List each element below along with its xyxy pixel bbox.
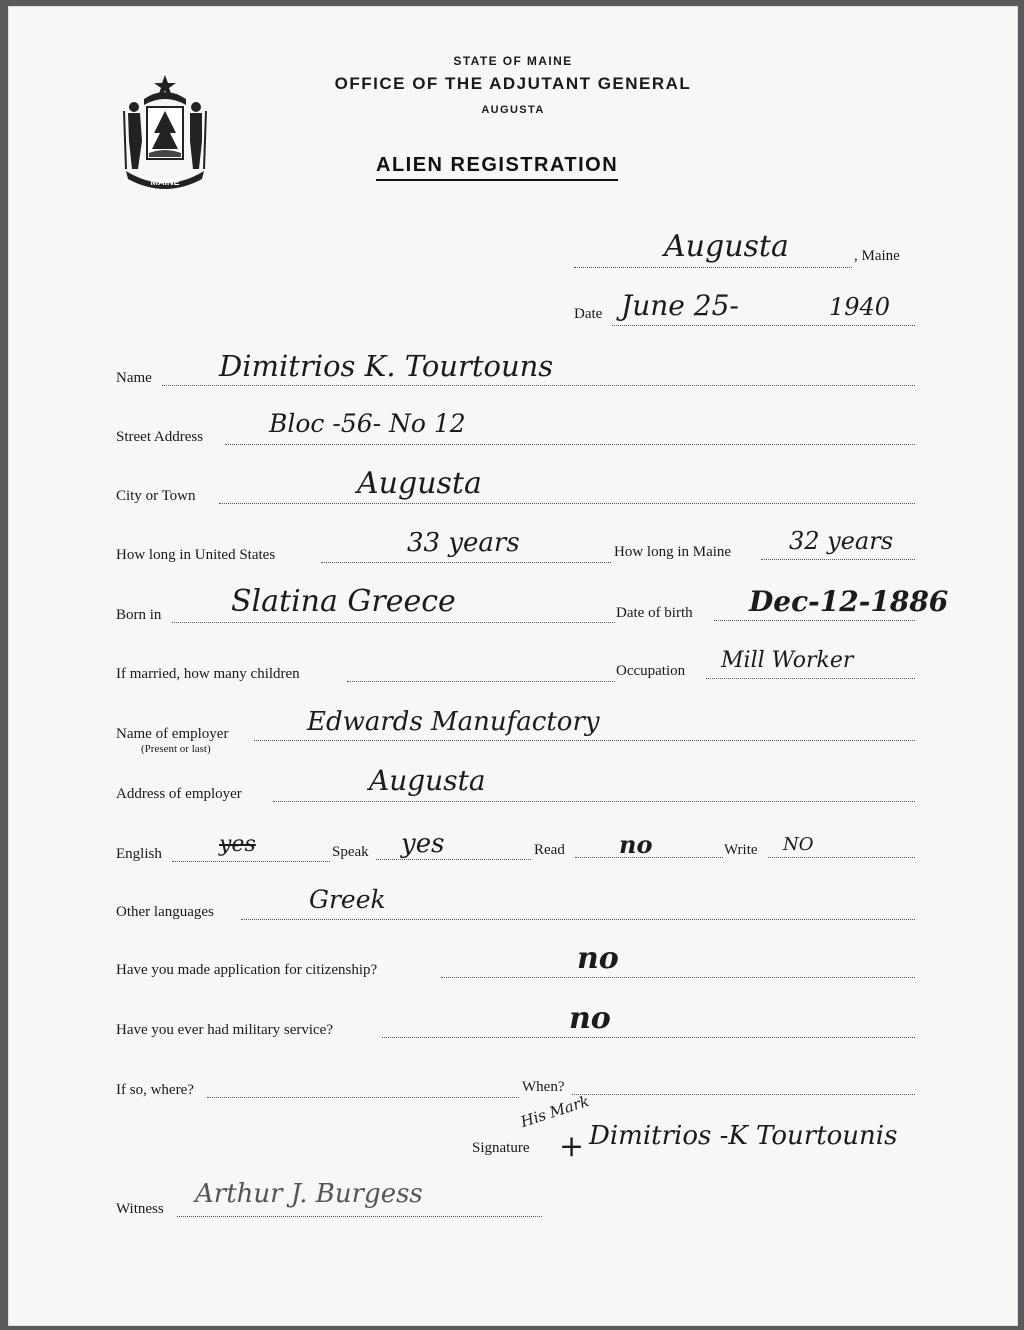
date-of-birth-line: [714, 620, 915, 621]
write-value: NO: [783, 834, 814, 855]
form-title: ALIEN REGISTRATION: [376, 154, 618, 181]
years-maine-value: 32 years: [789, 527, 894, 555]
employer-line: [254, 740, 915, 741]
occupation-label: Occupation: [616, 663, 686, 679]
years-maine-line: [761, 559, 915, 560]
military-value: no: [569, 1001, 611, 1036]
occupation-line: [706, 678, 915, 679]
city-heading: AUGUSTA: [481, 104, 545, 116]
other-languages-line: [241, 919, 915, 920]
date-label: Date: [574, 306, 603, 322]
signature-mark-note: His Mark: [518, 1091, 592, 1131]
state-heading: STATE OF MAINE: [453, 54, 573, 68]
street-address-value: Bloc -56- No 12: [269, 409, 466, 438]
signature-value: Dimitrios -K Tourtounis: [589, 1121, 898, 1151]
english-value: yes: [219, 832, 256, 857]
employer-address-line: [273, 801, 915, 802]
signature-mark: +: [559, 1129, 585, 1164]
date-month-day: June 25-: [621, 289, 739, 322]
english-line: [172, 861, 330, 862]
citizenship-label: Have you made application for citizenship?: [116, 962, 378, 978]
street-address-label: Street Address: [116, 429, 204, 445]
speak-label: Speak: [332, 844, 369, 860]
office-heading: OFFICE OF THE ADJUTANT GENERAL: [334, 74, 692, 93]
years-us-line: [321, 562, 611, 563]
years-maine-label: How long in Maine: [614, 544, 732, 560]
citizenship-value: no: [577, 941, 619, 976]
employer-value: Edwards Manufactory: [307, 707, 600, 737]
city-line: [219, 503, 915, 504]
english-label: English: [116, 846, 162, 862]
citizenship-line: [441, 977, 915, 978]
name-label: Name: [116, 370, 152, 386]
name-line: [162, 385, 915, 386]
born-in-value: Slatina Greece: [231, 584, 456, 619]
when-label: When?: [522, 1079, 565, 1095]
witness-line: [177, 1216, 542, 1217]
children-label: If married, how many children: [116, 666, 300, 682]
signature-label: Signature: [472, 1140, 530, 1156]
born-in-line: [172, 622, 615, 623]
read-label: Read: [534, 842, 565, 858]
city-value: Augusta: [357, 466, 482, 501]
employer-address-label: Address of employer: [116, 786, 242, 802]
born-in-label: Born in: [116, 607, 162, 623]
date-year: 1940: [829, 293, 891, 321]
place-value: Augusta: [664, 229, 789, 264]
occupation-value: Mill Worker: [721, 648, 854, 673]
write-label: Write: [724, 842, 758, 858]
place-suffix: , Maine: [854, 248, 900, 264]
years-us-label: How long in United States: [116, 547, 276, 563]
employer-label: Name of employer: [116, 726, 229, 742]
other-languages-value: Greek: [309, 885, 386, 914]
speak-line: [376, 859, 531, 860]
speak-value: yes: [401, 829, 445, 859]
military-label: Have you ever had military service?: [116, 1022, 333, 1038]
street-address-line: [225, 444, 915, 445]
date-of-birth-label: Date of birth: [616, 605, 693, 621]
date-of-birth-value: Dec-12-1886: [749, 585, 949, 618]
registration-form: [8, 6, 1018, 1326]
children-line: [347, 681, 615, 682]
read-value: no: [619, 830, 653, 859]
date-line: [612, 325, 915, 326]
military-line: [382, 1037, 915, 1038]
if-so-where-label: If so, where?: [116, 1082, 194, 1098]
employer-address-value: Augusta: [369, 764, 486, 797]
place-line: [574, 267, 852, 268]
witness-signature: Arthur J. Burgess: [195, 1179, 423, 1209]
when-line: [572, 1094, 915, 1095]
seal-banner-text: MAINE: [150, 177, 180, 187]
other-languages-label: Other languages: [116, 904, 214, 920]
write-line: [768, 857, 915, 858]
years-us-value: 33 years: [407, 528, 520, 558]
city-label: City or Town: [116, 488, 196, 504]
name-value: Dimitrios K. Tourtouns: [219, 349, 554, 383]
employer-sublabel: (Present or last): [141, 743, 211, 755]
witness-label: Witness: [116, 1201, 164, 1217]
if-so-where-line: [207, 1097, 519, 1098]
